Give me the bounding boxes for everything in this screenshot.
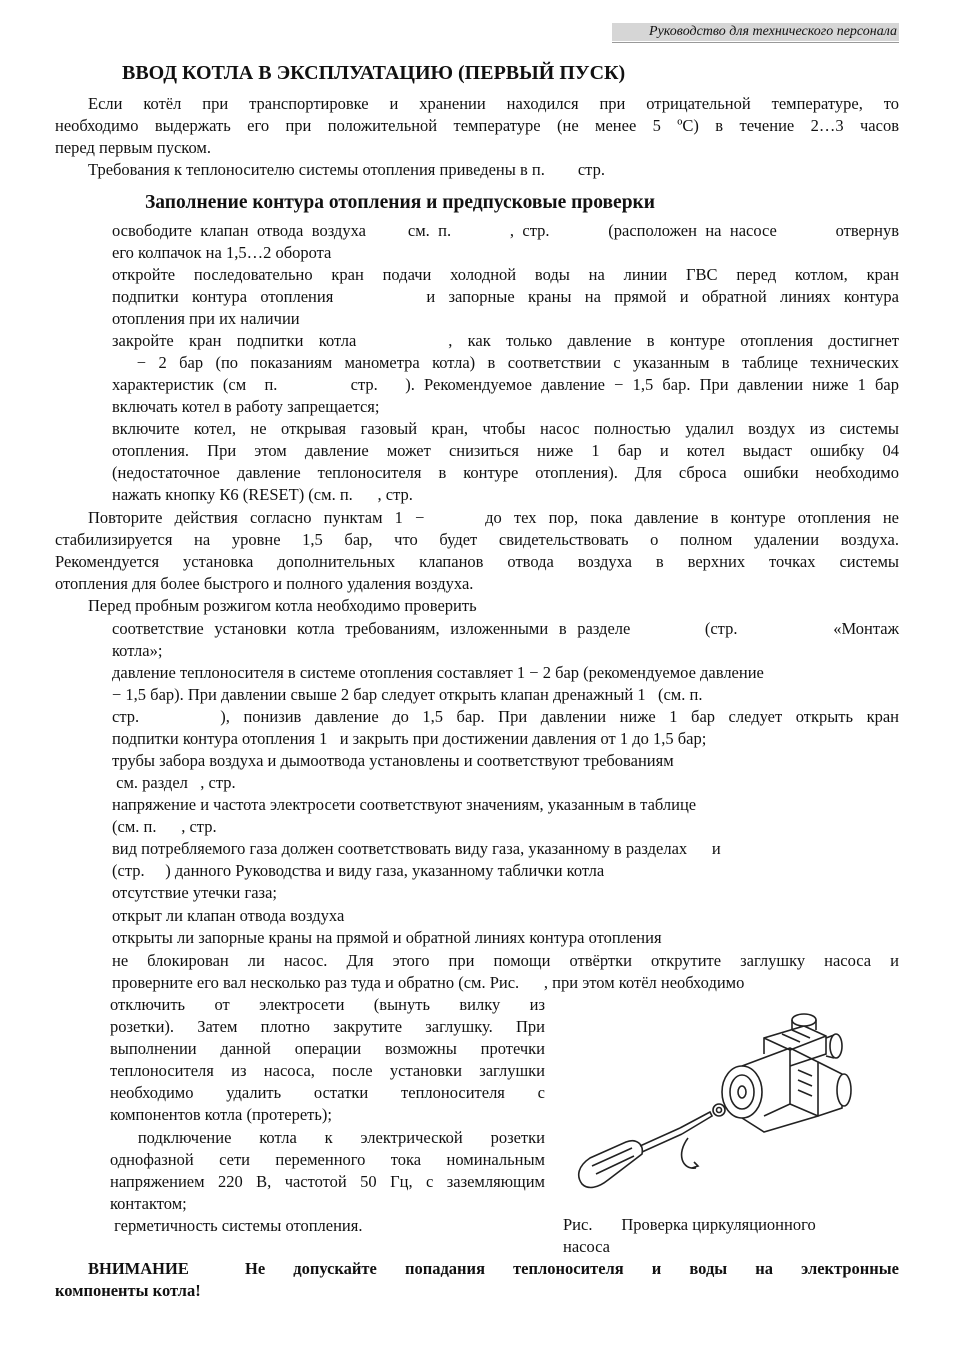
step-line: (недостаточное давление теплоносителя в контуре отопления). Для сброса ошибки необходимо [112, 463, 899, 482]
check-line: не блокирован ли насос. Для этого при помощи отвёртки открутите заглушку насоса и [112, 951, 899, 970]
step-line: освободите клапан отвода воздуха см. п. , стр. (расположен на насосе отвернув [112, 221, 899, 240]
check-line: проверните его вал несколько раз туда и обратно (см. Рис. , при этом котёл необходимо [112, 973, 745, 992]
intro-line: перед первым пуском. [55, 138, 211, 157]
section-title: Заполнение контура отопления и предпусковые проверки [145, 192, 656, 213]
step-line: включать котел в работу запрещается; [112, 397, 380, 416]
figure-caption: насоса [563, 1237, 610, 1256]
check-line: давление теплоносителя в системе отопления составляет 1 − 2 бар (рекомендуемое давление [112, 663, 764, 682]
left-col-line: розетки). Затем плотно закрутите заглушку. При [110, 1017, 545, 1036]
left-col-line: напряжением 220 В, частотой 50 Гц, с заземляющим [110, 1172, 545, 1191]
step-line: отопления. При этом давление может снизиться ниже 1 бар и котел выдаст ошибку 04 [112, 441, 899, 460]
check-line: стр. ), понизив давление до 1,5 бар. При давлении ниже 1 бар следует открыть кран [112, 707, 899, 726]
left-col-line: компонентов котла (протереть); [110, 1105, 333, 1124]
check-line: котла»; [112, 641, 163, 660]
warning-line: ВНИМАНИЕ Не допускайте попадания теплоносителя и воды на электронные [88, 1259, 899, 1278]
repeat-line: стабилизируется на уровне 1,5 бар, что будет свидетельствовать о полном удалении воздуха. [55, 530, 899, 549]
left-col-line: выполнении данной операции возможны протечки [110, 1039, 545, 1058]
check-line: − 1,5 бар). При давлении свыше 2 бар следует открыть клапан дренажный 1 (см. п. [112, 685, 703, 704]
check-line: см. раздел , стр. [112, 773, 236, 792]
running-header: Руководство для технического персонала [612, 23, 899, 41]
step-line: его колпачок на 1,5…2 оборота [112, 243, 332, 262]
step-line: закройте кран подпитки котла , как только давление в контуре отопления достигнет [112, 331, 899, 350]
pump-icon [722, 1014, 851, 1132]
figure-caption: Рис. Проверка циркуляционного [563, 1215, 816, 1234]
plug-cap [713, 1104, 725, 1116]
screwdriver-icon [579, 1112, 712, 1187]
check-line: (см. п. , стр. [112, 817, 217, 836]
check-line: отсутствие утечки газа; [112, 883, 277, 902]
step-line: отопления при их наличии [112, 309, 300, 328]
left-col-line: подключение котла к электрической розетки [110, 1128, 545, 1147]
check-line: трубы забора воздуха и дымоотвода установлены и соответствуют требованиям [112, 751, 674, 770]
pump-illustration [568, 1008, 898, 1208]
check-line: напряжение и частота электросети соответствуют значениям, указанным в таблице [112, 795, 697, 814]
repeat-line: отопления для более быстрого и полного удаления воздуха. [55, 574, 474, 593]
left-col-line: герметичность системы отопления. [110, 1216, 363, 1235]
left-col-line: однофазной сети переменного тока номинальным [110, 1150, 545, 1169]
step-line: включите котел, не открывая газовый кран, чтобы насос полностью удалил воздух из системы [112, 419, 899, 438]
check-line: подпитки контура отопления 1 и закрыть при достижении давления от 1 до 1,5 бар; [112, 729, 707, 748]
check-line: соответствие установки котла требованиям, изложенными в разделе (стр. «Монтаж [112, 619, 899, 638]
step-line: откройте последовательно кран подачи холодной воды на линии ГВС перед котлом, кран [112, 265, 899, 284]
header-rule [612, 42, 899, 43]
warning-line: компоненты котла! [55, 1281, 201, 1300]
step-line: − 2 бар (по показаниям манометра котла) в соответствии с указанным в таблице технических [112, 353, 899, 372]
check-line: вид потребляемого газа должен соответствовать виду газа, указанному в разделах и [112, 839, 721, 858]
repeat-line: Перед пробным розжигом котла необходимо проверить [88, 596, 477, 615]
step-line: подпитки контура отопления и запорные краны на прямой и обратной линиях контура [112, 287, 899, 306]
repeat-line: Рекомендуется установка дополнительных клапанов отвода воздуха в верхних точках системы [55, 552, 899, 571]
step-line: нажать кнопку К6 (RESET) (см. п. , стр. [112, 485, 413, 504]
repeat-line: Повторите действия согласно пунктам 1 − до тех пор, пока давление в контуре отопления не [88, 508, 899, 527]
intro-line: Если котёл при транспортировке и хранении находился при отрицательной температуре, то [88, 94, 899, 113]
intro-line: необходимо выдержать его при положительной температуре (не менее 5 ºС) в течение 2…3 часов [55, 116, 899, 135]
check-line: открыты ли запорные краны на прямой и обратной линиях контура отопления [112, 928, 662, 947]
intro-line: Требования к теплоносителю системы отопления приведены в п. стр. [88, 160, 605, 179]
left-col-line: теплоносителя из насоса, после установки заглушки [110, 1061, 545, 1080]
left-col-line: отключить от электросети (вынуть вилку из [110, 995, 545, 1014]
check-line: (стр. ) данного Руководства и виду газа, указанному таблички котла [112, 861, 605, 880]
check-line: открыт ли клапан отвода воздуха [112, 906, 345, 925]
step-line: характеристик (см п. стр. ). Рекомендуемое давление − 1,5 бар. При давлении ниже 1 бар [112, 375, 899, 394]
left-col-line: необходимо удалить остатки теплоносителя с [110, 1083, 545, 1102]
page-title: ВВОД КОТЛА В ЭКСПЛУАТАЦИЮ (ПЕРВЫЙ ПУСК) [122, 62, 626, 84]
left-col-line: контактом; [110, 1194, 187, 1213]
